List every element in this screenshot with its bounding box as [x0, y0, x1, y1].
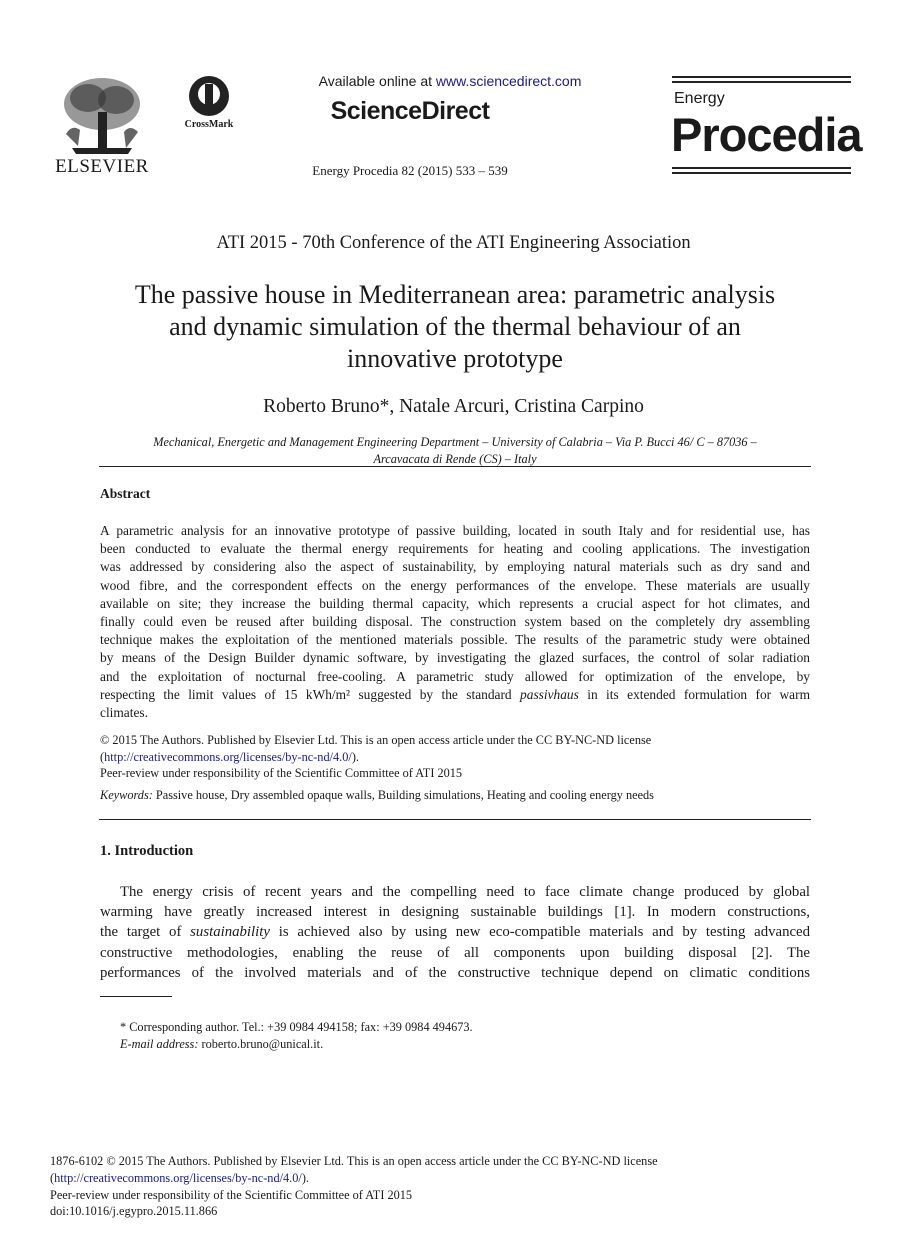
email-line: [120, 1036, 810, 1053]
paren-close: ).: [351, 749, 359, 764]
intro-line: constructive methodologies, enabling the reuse of all components upon building disposal [2]. The: [100, 944, 810, 961]
elsevier-logo: [52, 74, 152, 178]
introduction-body: [100, 882, 810, 983]
page-footer: [50, 1153, 860, 1220]
abstract-heading: Abstract: [100, 486, 151, 501]
keywords-text: Passive house, Dry assembled opaque walls, Building simulations, Heating and cooling energy needs: [152, 788, 654, 802]
intro-line-text: is achieved also by using new eco-compatible materials and by testing advanced: [269, 924, 810, 941]
paren-close: ).: [301, 1170, 309, 1185]
abstract-line: finally could even be reused after building disposal. The construction system based on the completely dry assembling: [100, 614, 810, 630]
abstract-line-text: in its extended formulation for warm: [578, 686, 810, 702]
email-address[interactable]: roberto.bruno@unical.it.: [198, 1037, 324, 1051]
abstract-line: been conducted to evaluate the thermal energy requirements for heating and cooling applications. The investigation: [100, 541, 810, 557]
title-line: The passive house in Mediterranean area: parametric analysis: [134, 280, 776, 309]
issn-line: 1876-6102 © 2015 The Authors. Published by Elsevier Ltd. This is an open access article under the CC BY-NC-ND license: [50, 1154, 658, 1168]
authors: Roberto Bruno*, Natale Arcuri, Cristina Carpino: [263, 396, 644, 417]
passivhaus-term: passivhaus: [520, 686, 579, 702]
keywords: [100, 788, 810, 803]
footnote-divider: [100, 996, 172, 997]
journal-citation: Energy Procedia 82 (2015) 533 – 539: [312, 163, 508, 178]
affiliation-line: Arcavacata di Rende (CS) – Italy: [373, 452, 537, 466]
abstract-divider: [99, 819, 811, 820]
abstract-line: available on site; they increase the building thermal capacity, which represents a crucial aspect for hot climates, and: [100, 595, 810, 611]
copyright-line: © 2015 The Authors. Published by Elsevier Ltd. This is an open access article under the CC BY-NC-ND license: [100, 733, 652, 747]
license-line: [100, 749, 810, 766]
footnote: [120, 1019, 810, 1053]
available-online: [250, 73, 650, 89]
affiliation: [60, 434, 850, 468]
license-link[interactable]: http://creativecommons.org/licenses/by-nc-nd/4.0/: [104, 749, 352, 764]
crossmark-label: CrossMark: [184, 119, 234, 130]
doi[interactable]: doi:10.1016/j.egypro.2015.11.866: [50, 1204, 218, 1219]
intro-line: [100, 922, 810, 942]
sustainability-term: sustainability: [190, 924, 270, 941]
intro-line: warming have greatly increased interest in designing sustainable buildings [1]. In modern constructions,: [100, 904, 810, 921]
intro-line-text: the target of: [100, 924, 191, 941]
sciencedirect-brand: ScienceDirect: [330, 97, 490, 125]
conference-name: ATI 2015 - 70th Conference of the ATI Engineering Association: [216, 233, 691, 253]
procedia-rule-bottom-2: [672, 172, 851, 174]
introduction-heading: 1. Introduction: [100, 843, 194, 859]
email-label: E-mail address:: [120, 1037, 199, 1051]
footer-peer-review: Peer-review under responsibility of the Scientific Committee of ATI 2015: [50, 1187, 413, 1202]
paren-open: (: [100, 749, 105, 764]
elsevier-tree-icon: [52, 74, 152, 156]
keywords-label: Keywords:: [100, 788, 153, 802]
intro-line: performances of the involved materials and of the constructive technique depend on climatic conditions: [100, 964, 810, 981]
abstract-line: and the exploitation of nocturnal free-cooling. A parametric study allowed for optimization of the envelope, by: [100, 668, 810, 684]
available-online-prefix: Available online at: [318, 73, 436, 89]
peer-review-line: Peer-review under responsibility of the Scientific Committee of ATI 2015: [100, 766, 463, 780]
abstract-line: wood fibre, and the correspondent effects on the energy performances of the envelope. These materials are usually: [100, 577, 810, 593]
title-line: and dynamic simulation of the thermal behaviour of an: [169, 312, 741, 341]
abstract-line: [100, 686, 810, 704]
abstract-line: technique makes the exploitation of the mentioned materials possible. The results of the parametric study were obtained: [100, 632, 810, 648]
journal-name-small: Energy: [674, 90, 725, 107]
abstract-line: climates.: [100, 705, 148, 721]
publisher-name: ELSEVIER: [55, 156, 149, 177]
footer-license-line: [50, 1170, 860, 1187]
procedia-rule-top-1: [672, 76, 851, 78]
affiliation-line: Mechanical, Energetic and Management Engineering Department – University of Calabria – Via P. Bucci 46/ C – 87036 –: [153, 435, 757, 449]
footer-license-link[interactable]: http://creativecommons.org/licenses/by-nc-nd/4.0/: [54, 1170, 302, 1185]
sciencedirect-link[interactable]: www.sciencedirect.com: [435, 73, 582, 89]
procedia-rule-bottom-1: [672, 167, 851, 169]
paper-title: [50, 279, 860, 375]
abstract-line: by means of the Design Builder dynamic software, by investigating the glazed surfaces, the control of solar radiation: [100, 650, 810, 666]
corresponding-author: * Corresponding author. Tel.: +39 0984 494158; fax: +39 0984 494673.: [120, 1020, 473, 1034]
title-line: innovative prototype: [347, 344, 563, 373]
journal-name-large: Procedia: [671, 108, 862, 161]
title-divider: [99, 466, 811, 467]
procedia-rule-top-2: [672, 81, 851, 83]
abstract-line: A parametric analysis for an innovative prototype of passive building, located in south Italy and for residential use, has: [100, 523, 810, 538]
abstract-line: was addressed by considering also the aspect of sustainability, by employing natural materials such as dry sand and: [100, 559, 810, 575]
paren-open: (: [50, 1170, 55, 1185]
abstract-body: [100, 522, 810, 722]
abstract-line-text: respecting the limit values of 15 kWh/m² suggested by the standard: [100, 686, 521, 702]
intro-line: The energy crisis of recent years and the compelling need to face climate change produced by global: [120, 884, 810, 900]
abstract-copyright: [100, 732, 810, 782]
